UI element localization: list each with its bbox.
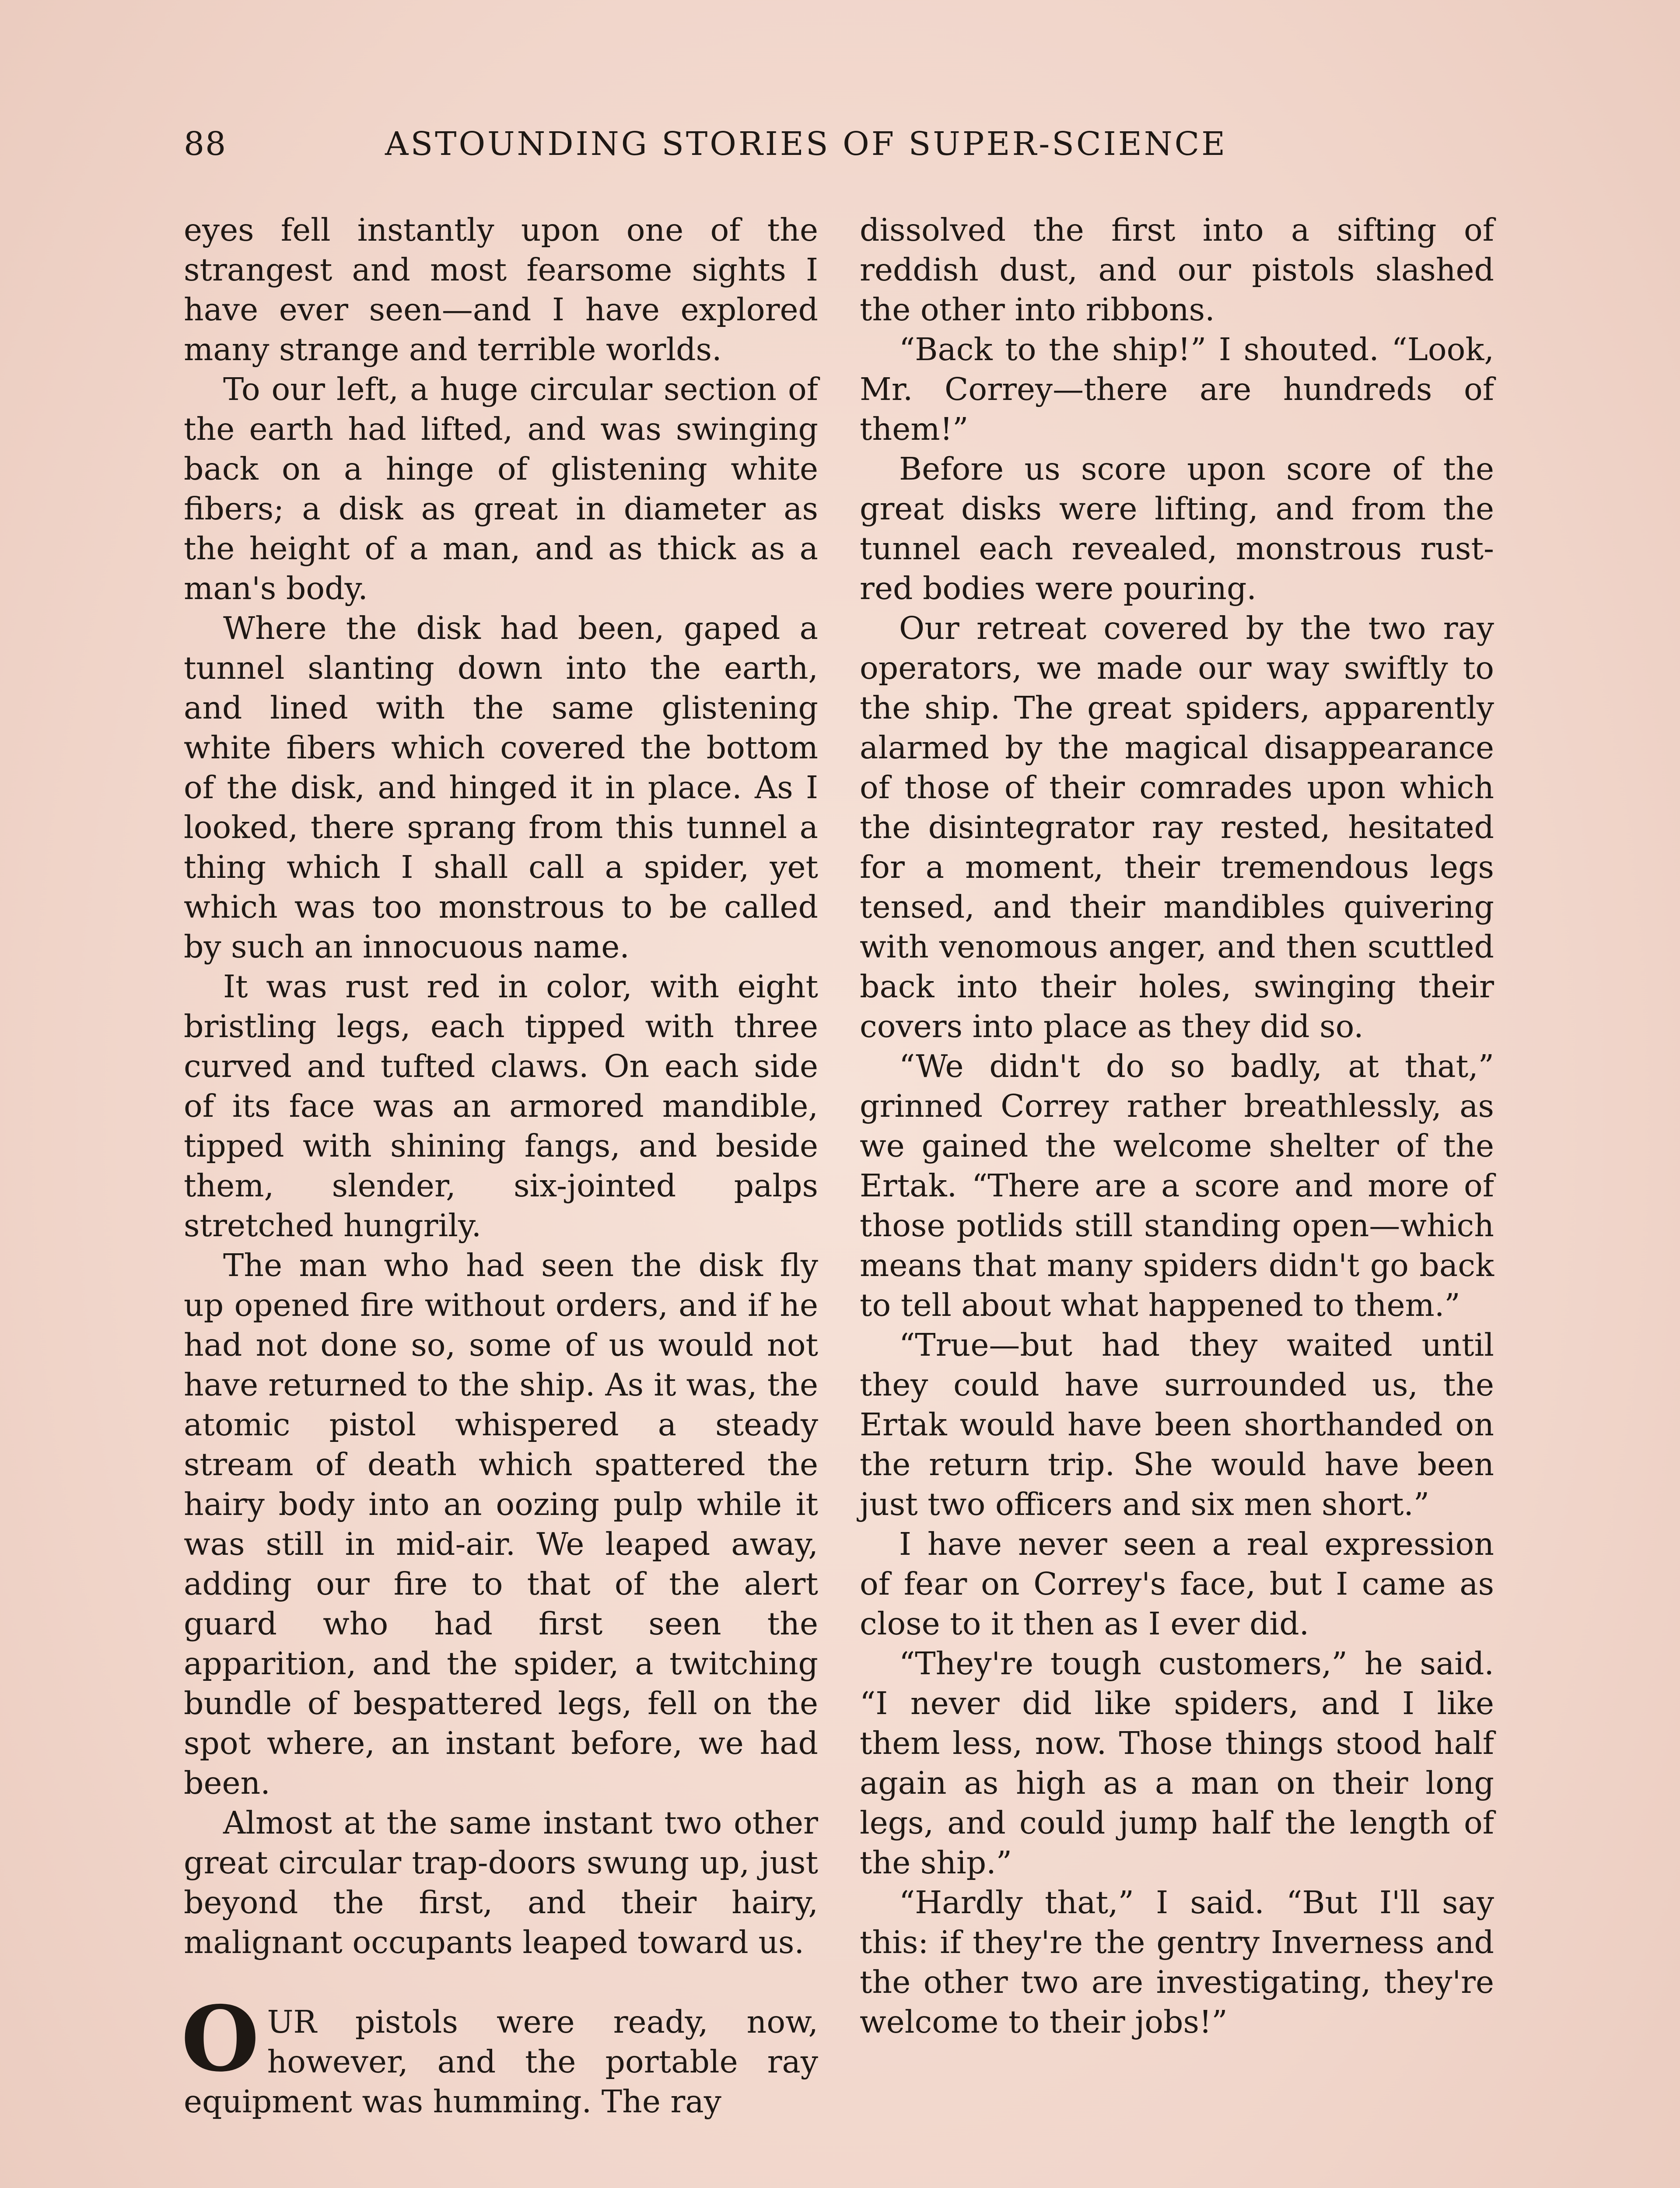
paragraph: Almost at the same instant two other great circular trap-doors swung up, just beyond the first, and their hairy, malignant occupants leaped toward us. — [184, 1805, 818, 1960]
paragraph: Where the disk had been, gaped a tunnel slanting down into the earth, and lined with the same glistening white fibers which covered the bottom of the disk, and hinged it in place. As I looked, there sprang from this tunnel a thing which I shall call a spider, yet which was too monstrous to be called by such an innocuous name. — [184, 610, 818, 965]
paragraph: To our left, a huge circular section of the earth had lifted, and was swinging back on a hinge of glistening white fibers; a disk as great in diameter as the height of a man, and as thick as a man's body. — [184, 371, 818, 607]
running-title: ASTOUNDING STORIES OF SUPER-SCIENCE — [385, 125, 1228, 163]
paragraph: “We didn't do so badly, at that,” grinned Correy rather breathlessly, as we gained the welcome shelter of the Ertak. “There are a score and more of those potlids still standing open—which means that many spiders didn't go back to tell about what happened to them.” — [860, 1048, 1494, 1323]
paragraph: “Hardly that,” I said. “But I'll say this: if they're the gentry Inverness and the other two are investigating, they're welcome to their jobs!” — [860, 1884, 1494, 2040]
dropcap-letter: O — [181, 1987, 259, 2092]
page-number: 88 — [184, 125, 227, 163]
paragraph: It was rust red in color, with eight bristling legs, each tipped with three curved and tufted claws. On each side of its face was an armored mandible, tipped with shining fangs, and beside them, slender, six-jointed palps stretched hungrily. — [184, 968, 818, 1244]
paragraph: “They're tough customers,” he said. “I never did like spiders, and I like them less, now. Those things stood half again as high as a man on their long legs, and could jump half the length of the ship.” — [860, 1645, 1494, 1881]
paragraph: The man who had seen the disk fly up opened fire without orders, and if he had not done so, some of us would not have returned to the ship. As it was, the atomic pistol whispered a steady stream of death which spattered the hairy body into an oozing pulp while it was still in mid-air. We leaped away, adding our fire to that of the alert guard who had first seen the apparition, and the spider, a twitching bundle of bespattered legs, fell on the spot where, an instant before, we had been. — [184, 1247, 818, 1801]
paragraph: eyes fell instantly upon one of the strangest and most fearsome sights I have ever seen—and I have explored many strange and terrible worlds. — [184, 212, 818, 368]
dropcap-paragraph — [181, 1987, 818, 2121]
left-column — [181, 210, 818, 2121]
page-header — [175, 123, 1496, 171]
paragraph: I have never seen a real expression of fear on Correy's face, but I came as close to it then as I ever did. — [860, 1526, 1494, 1642]
paragraph: “Back to the ship!” I shouted. “Look, Mr. Correy—there are hundreds of them!” — [860, 331, 1494, 447]
paragraph: Before us score upon score of the great disks were lifting, and from the tunnel each revealed, monstrous rust-red bodies were pouring. — [860, 451, 1494, 607]
paragraph: “True—but had they waited until they could have surrounded us, the Ertak would have been shorthanded on the return trip. She would have been just two officers and six men short.” — [860, 1327, 1494, 1522]
right-column — [860, 210, 1494, 2042]
paragraph: Our retreat covered by the two ray operators, we made our way swiftly to the ship. The great spiders, apparently alarmed by the magical disappearance of those of their comrades upon which the disintegrator ray rested, hesitated for a moment, their tremendous legs tensed, and their mandibles quivering with venomous anger, and then scuttled back into their holes, swinging their covers into place as they did so. — [860, 610, 1494, 1045]
dropcap-paragraph-text: UR pistols were ready, now, however, and the portable ray equipment was humming. The ray — [184, 2004, 818, 2120]
paragraph: dissolved the first into a sifting of reddish dust, and our pistols slashed the other into ribbons. — [860, 212, 1494, 328]
